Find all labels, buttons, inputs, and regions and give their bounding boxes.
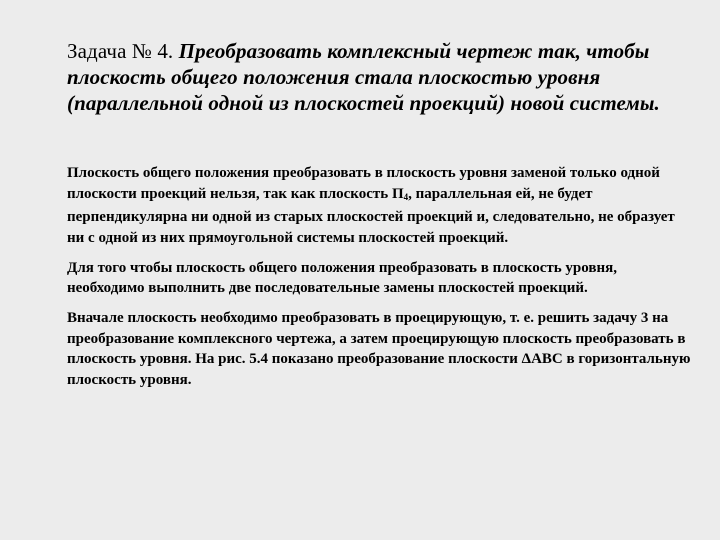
paragraph-1 [67,163,692,248]
paragraph-3: Вначале плоскость необходимо преобразовать в проецирующую, т. е. решить задачу 3 на преобразование комплексного чертежа, а затем проецирующую плоскость преобразовать в плоскость уровня. На рис. 5.4 показано преобразование плоскости ΔАВС в горизонтальную плоскость уровня. [67,310,691,388]
task-heading [67,38,697,116]
paragraph-2: Для того чтобы плоскость общего положения преобразовать в плоскость уровня, необходимо выполнить две последовательные замены плоскостей проекций. [67,259,618,296]
paragraph-1-text-b: , параллельная ей, не будет перпендикулярна ни одной из старых плоскостей проекций и, следовательно, не образует ни с одной из них прямоугольной системы плоскостей проекций. [67,185,675,246]
paragraph-1-text-a: Плоскость общего положения преобразовать в плоскость уровня заменой только одной плоскости проекций нельзя, так как плоскость П [67,165,660,202]
task-statement: Преобразовать комплексный чертеж так, чтобы плоскость общего положения стала плоскостью уровня (параллельной одной из плоскостей проекций) новой системы. [67,39,660,115]
paragraph-1-subscript: 4 [403,191,409,202]
body-text [67,163,692,400]
task-label: Задача № 4. [67,39,174,63]
